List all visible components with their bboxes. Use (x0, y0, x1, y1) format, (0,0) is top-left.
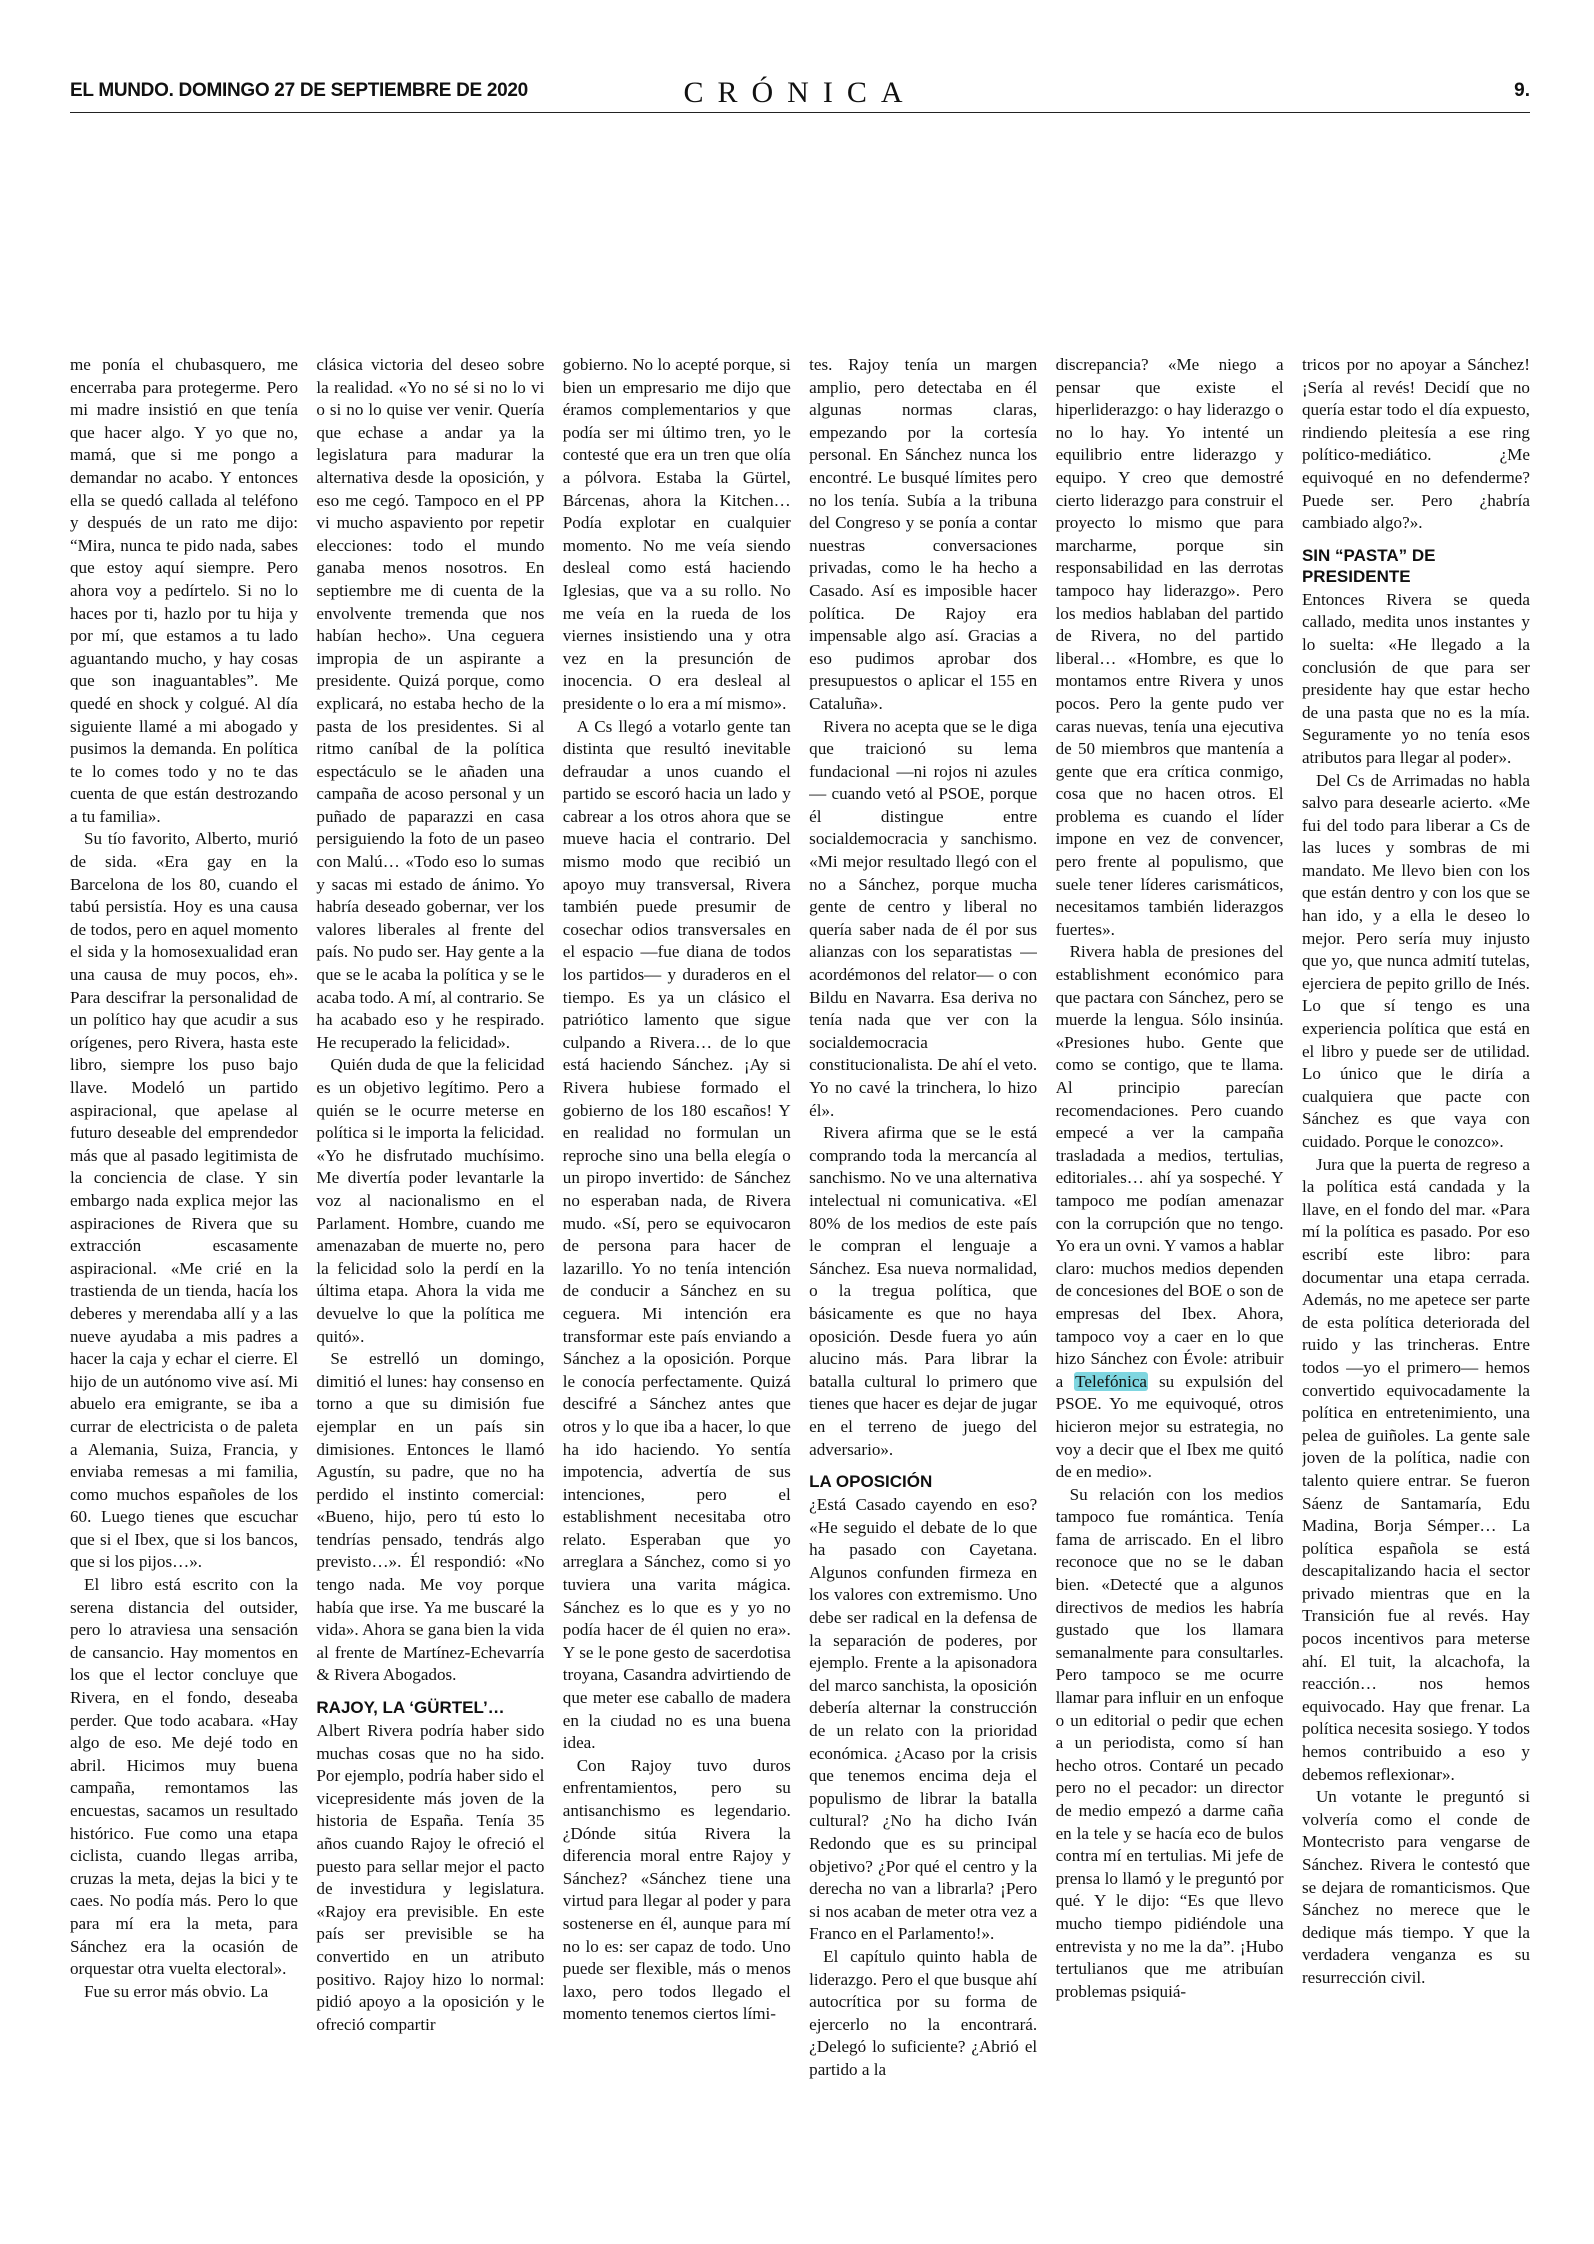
paragraph: Su tío favorito, Alberto, murió de sida. «Era gay en la Barcelona de los 80, cuando el tabú persistía. Hoy es una causa de todos, pero en aquel momento el sida y la homosexualidad eran una causa de muy pocos, eh». Para descifrar la personalidad de un político hay que acudir a sus orígenes, pero Rivera, hasta este libro, siempre los puso bajo llave. Modeló un partido aspiracional, que apelase al futuro deseable del emprendedor más que al pasado legitimista de la conciencia de clase. Y sin embargo nada explica mejor las aspiraciones de Rivera que su extracción escasamente aspiracional. «Me crié en la trastienda de un tienda, hacía los deberes y merendaba allí y a las nueve ayudaba a mis padres a hacer la caja y echar el cierre. El hijo de un autónomo vive así. Mi abuelo era emigrante, se iba a currar de electricista o de paleta a Alemania, Suiza, Francia, y enviaba remesas a mi familia, como muchos españoles de los 60. Luego tienes que escuchar que si el Ibex, que si los bancos, que si los pijos…». (70, 829, 298, 1572)
paragraph: clásica victoria del deseo sobre la realidad. «Yo no sé si no lo vi o si no lo quise ver venir. Quería que echase a andar ya la legislatura para madurar la alternativa desde la oposición, y eso me cegó. Tampoco en el PP vi mucho aspaviento por repetir elecciones: todo el mundo ganaba menos nosotros. En septiembre me di cuenta de la envolvente tremenda que nos habían hecho». Una ceguera impropia de un aspirante a presidente. Quizá porque, como explicará, no estaba hecho de la pasta de los presidentes. Si al ritmo caníbal de la política espectáculo se le añaden una campaña de acoso personal y un puñado de paparazzi en casa persiguiendo la foto de un paseo con Malú… «Todo eso lo sumas y sacas mi estado de ánimo. Yo habría deseado gobernar, ver los valores liberales al frente del país. No pudo ser. Hay gente a la que se le acaba la política y se le acaba todo. A mí, al contrario. Se ha acabado eso y he respirado. He recuperado la felicidad». (316, 355, 545, 1052)
paragraph: discrepancia? «Me niego a pensar que existe el hiperliderazgo: o hay liderazgo o no lo hay. Yo intenté un equilibrio entre liderazgo y equipo. Y creo que demostré cierto liderazgo para construir el proyecto lo mismo que para marcharme, porque sin responsabilidad en las derrotas tampoco hay liderazgo». Pero los medios hablaban del partido de Rivera, no del partido liberal… «Hombre, es que lo montamos entre Rivera y unos pocos. Pero la gente pudo ver caras nuevas, tenía una ejecutiva de 50 miembros que mantenía a gente que era crítica conmigo, cosa que no hacen otros. El problema es cuando el líder impone en vez de convencer, pero frente al populismo, que suele tener líderes carismáticos, necesitamos también liderazgos fuertes». (1055, 355, 1284, 939)
section-title: CRÓNICA (683, 76, 917, 109)
paragraph: Rivera no acepta que se le diga que traicionó su lema fundacional —ni rojos ni azules— cuando vetó al PSOE, porque él distingue entre socialdemocracia y sanchismo. «Mi mejor resultado llegó con el no a Sánchez, porque mucha gente de centro y liberal no quería saber nada de él por sus alianzas con los separatistas —acordémonos del relator— o con Bildu en Navarra. Esa deriva no tenía nada que ver con la socialdemocracia constitucionalista. De ahí el veto. Yo no cavé la trinchera, lo hizo él». (809, 716, 1038, 1120)
paragraph: Entonces Rivera se queda callado, medita unos instantes y lo suelta: «He llegado a la conclusión de que para ser presidente hay que estar hecho de una pasta que no es la mía. Seguramente yo no tenía esos atributos para llegar al poder». (1301, 589, 1530, 767)
paragraph: Fue su error más obvio. La (84, 1981, 269, 2001)
column-6 (1302, 354, 1530, 2154)
article-body (70, 354, 1530, 2154)
subheading: SIN “PASTA” DE PRESIDENTE (1301, 545, 1436, 586)
subheading: RAJOY, LA ‘GÜRTEL’… (316, 1698, 505, 1718)
page-header (70, 76, 1530, 113)
paragraph: Jura que la puerta de regreso a la política está candada y la llave, en el fondo del mar. «Para mí la política es pasado. Por eso escribí este libro: para documentar una etapa cerrada. Además, no me apetece ser parte de esta política deteriorada del ruido y las trincheras. Entre todos —yo el primero— hemos convertido equivocadamente la política en entretenimiento, una pelea de guiñoles. La gente sale joven de la política, nadie con talento quiere entrar. Se fueron Sáenz de Santamaría, Edu Madina, Borja Sémper… La política española se está descapitalizando hacia el sector privado mientras que en la Transición fue al revés. Hay pocos incentivos para meterse ahí. El tuit, la alcachofa, la reacción… nos hemos equivocado. Hay que frenar. La política necesita sosiego. Y todos hemos contribuido a eso y debemos reflexionar». (1301, 1154, 1530, 1784)
paragraph: Del Cs de Arrimadas no habla salvo para desearle acierto. «Me fui del todo para liberar a Cs de las luces y sombras de mi mandato. Me llevo bien con los que están dentro y con los que se han ido, y a ella le deseo lo mejor. Pero sería muy injusto que yo, que nunca admití tutelas, ejerciera de pepito grillo de Inés. Lo que sí tengo es una experiencia política que está en el libro y puede ser de utilidad. Lo único que le diría a cualquiera que pacte con Sánchez es que vaya con cuidado. Porque le conozco». (1301, 770, 1530, 1151)
paragraph: tricos por no apoyar a Sánchez! ¡Sería al revés! Decidí que no quería estar todo el día expuesto, rindiendo pleitesía a ese ring político-mediático. ¿Me equivoqué en no defenderme? Puede ser. Pero ¿habría cambiado algo?». (1301, 355, 1530, 533)
column-4 (809, 354, 1037, 2154)
paragraph: Con Rajoy tuvo duros enfrentamientos, pero su antisanchismo es legendario. ¿Dónde sitúa Rivera la diferencia moral entre Rajoy y Sánchez? «Sánchez tiene una virtud para llegar al poder y para sostenerse en él, aunque para mí no lo es: ser capaz de todo. Uno puede ser flexible, más o menos laxo, pero todos llegado el momento tenemos ciertos lími- (562, 1755, 791, 2024)
subheading: LA OPOSICIÓN (809, 1472, 933, 1492)
paragraph: Su relación con los medios tampoco fue romántica. Tenía fama de arriscado. En el libro reconoce que no se le daban bien. «Detecté que a algunos directivos de medios les habría gustado que los llamara semanalmente para consultarles. Pero tampoco se me ocurre llamar para influir en un enfoque o un editorial o pedir que echen a un periodista, como sí han hecho otros. Contaré un pecado pero no el pecador: un director de medio empezó a darme caña en la tele y se hacía eco de bulos contra mí en tertulias. Mi jefe de prensa lo llamó y le preguntó por qué. Y le dijo: “Es que llevo mucho tiempo pidiéndole una entrevista y no me la da”. ¡Hubo tertulianos que me atribuían problemas psiquiá- (1055, 1484, 1284, 2001)
column-1 (70, 354, 298, 2154)
paragraph: A Cs llegó a votarlo gente tan distinta que resultó inevitable defraudar a unos cuando el partido se escoró hacia un lado y cabrear a los otros ahora que se mueve hacia el contrario. Del mismo modo que recibió un apoyo muy transversal, Rivera también puede presumir de cosechar odios transversales en el espacio —fue diana de todos los partidos— y duraderos en el tiempo. Es ya un clásico el patriótico lamento que sigue culpando a Rivera… de lo que está haciendo Sánchez. ¡Ay si Rivera hubiese formado el gobierno de los 180 escaños! Y en realidad no formulan un reproche sino una bella elegía o un piropo invertido: de Sánchez no esperaban nada, de Rivera mudo. «Sí, pero se equivocaron de persona para hacer de lazarillo. Yo no tenía intención de conducir a Sánchez en su ceguera. Mi intención era transformar este país enviando a Sánchez a la oposición. Porque le conocía perfectamente. Quizá descifré a Sánchez antes que otros y lo que iba a hacer, lo que ha ido haciendo. Yo sentía impotencia, advertía de sus intenciones, pero el establishment necesitaba otro relato. Esperaban que yo arreglara a Sánchez, como si yo tuviera una varita mágica. Sánchez es lo que es y yo no podía hacer de él quien no era». Y se le pone gesto de sacerdotisa troyana, Casandra advirtiendo de que meter ese caballo de madera en la ciudad no es una buena idea. (562, 716, 791, 1753)
paragraph: Se estrelló un domingo, dimitió el lunes: hay consenso en torno a que su dimisión fue ejemplar en un país sin dimisiones. Entonces le llamó Agustín, su padre, que no ha perdido el instinto comercial: «Bueno, hijo, pero tú esto lo tendrías pensado, tendrás algo previsto…». Él respondió: «No tengo nada. Me voy porque había que irse. Ya me buscaré la vida». Ahora se gana bien la vida al frente de Martínez-Echevarría & Rivera Abogados. (316, 1349, 545, 1685)
paragraph: Rivera afirma que se le está comprando toda la mercancía al sanchismo. No ve una alternativa intelectual ni comunicativa. «El 80% de los medios de este país le compran el lenguaje a Sánchez. Esa nueva normalidad, o la tregua política, que básicamente es que no haya oposición. Desde fuera yo aún alucino más. Para librar la batalla cultural lo primero que tienes que hacer es dejar de jugar en el terreno de juego del adversario». (809, 1123, 1038, 1459)
paragraph: Un votante le preguntó si volvería como el conde de Montecristo para vengarse de Sánchez. Rivera le contestó que se dejara de romanticismos. Que Sánchez no merece que le dedique más tiempo. Y que la verdadera venganza es su resurrección civil. (1301, 1787, 1530, 1987)
column-5 (1056, 354, 1284, 2154)
paragraph: Albert Rivera podría haber sido muchas cosas que no ha sido. Por ejemplo, podría haber sido el vicepresidente más joven de la historia de España. Tenía 35 años cuando Rajoy le ofreció el puesto para sellar mejor el pacto de investidura y legislatura. «Rajoy era previsible. En este país ser previsible se ha convertido en un atributo positivo. Rajoy hizo lo normal: pidió apoyo a la oposición y le ofreció compartir (316, 1721, 545, 2034)
paragraph: ¿Está Casado cayendo en eso? «He seguido el debate de lo que ha pasado con Cayetana. Algunos confunden firmeza en los valores con extremismo. Uno debe ser radical en la defensa de la separación de poderes, por ejemplo. Frente a la apisonadora del marco sanchista, la oposición debería alternar la construcción de un relato con la prioridad económica. ¿Acaso por la crisis que tenemos encima deja el populismo de librar la batalla cultural? ¿No ha dicho Iván Redondo que es su principal objetivo? ¿Por qué el centro y la derecha no van a librarla? ¡Pero si nos acaban de meter otra vez a Franco en el Parlamento!». (809, 1495, 1038, 1944)
page-number: 9. (1514, 80, 1530, 101)
highlighted-word[interactable]: Telefónica (1075, 1371, 1148, 1391)
publication-date: EL MUNDO. DOMINGO 27 DE SEPTIEMBRE DE 2020 (70, 80, 528, 101)
column-3 (563, 354, 791, 2154)
paragraph: gobierno. No lo acepté porque, si bien un empresario me dijo que éramos complementarios y que podía ser mi último tren, yo le contesté que era un tren que olía a pólvora. Estaba la Gürtel, Bárcenas, ahora la Kitchen… Podía explotar en cualquier momento. No me veía siendo desleal como está haciendo Iglesias, que va a su rollo. No me veía en la rueda de los viernes insistiendo una y otra vez en la presunción de inocencia. O era desleal al presidente o lo era a mí mismo». (562, 355, 791, 713)
paragraph: El capítulo quinto habla de liderazgo. Pero el que busque ahí autocrítica por su forma de ejercerlo no la encontrará. ¿Delegó lo suficiente? ¿Abrió el partido a la (809, 1946, 1038, 2079)
paragraph: Quién duda de que la felicidad es un objetivo legítimo. Pero a quién se le ocurre meterse en política si le importa la felicidad. «Yo he disfrutado muchísimo. Me divertía poder levantarle la voz al nacionalismo en el Parlament. Hombre, cuando me amenazaban de muerte no, pero la felicidad solo la perdí en la última etapa. Ahora la vida me devuelve lo que la política me quitó». (316, 1055, 545, 1346)
paragraph: me ponía el chubasquero, me encerraba para protegerme. Pero mi madre insistió en que tenía que hacer algo. Y yo que no, mamá, que si me pongo a demandar no acabo. Y entonces ella se quedó callada al teléfono y después de un rato me dijo: “Mira, nunca te pido nada, sabes que estoy aquí siempre. Pero ahora voy a pedírtelo. Si no lo haces por ti, hazlo por tu hija y por mí, que estamos a tu lado aguantando mucho, y hay cosas que son inaguantables”. Me quedé en shock y colgué. Al día siguiente llamé a mi abogado y pusimos la demanda. En política te lo comes todo y no te das cuenta de que están destrozando a tu familia». (70, 355, 298, 826)
paragraph (1056, 941, 1284, 1483)
paragraph-text: su expulsión del PSOE. Yo me equivoqué, otros hicieron mejor su estrategia, no voy a decir que el Ibex me quitó de en medio». (1055, 1371, 1284, 1482)
paragraph: El libro está escrito con la serena distancia del outsider, pero lo atraviesa una sensación de cansancio. Hay momentos en los que el lector concluye que Rivera, en el fondo, deseaba perder. Que todo acabara. «Hay algo de eso. Me dejé todo en abril. Hicimos muy buena campaña, remontamos las encuestas, sacamos un resultado histórico. Fue como una etapa ciclista, cuando llegas arriba, cruzas la meta, dejas la bici y te caes. No podía más. Pero lo que para mí era la meta, para Sánchez era la ocasión de orquestar otra vuelta electoral». (70, 1575, 298, 1979)
paragraph: tes. Rajoy tenía un margen amplio, pero detectaba en él algunas normas claras, empezando por la cortesía personal. En Sánchez nunca los encontré. Le busqué límites pero no los tenía. Subía a la tribuna del Congreso y se ponía a contar nuestras conversaciones privadas, como le ha hecho a Casado. Así es imposible hacer política. De Rajoy era impensable algo así. Gracias a eso pudimos aprobar dos presupuestos o aplicar el 155 en Cataluña». (809, 355, 1038, 713)
paragraph-text: Rivera habla de presiones del establishment económico para que pactara con Sánchez, pero se muerde la lengua. Sólo insinúa. «Presiones hubo. Gente que como se contigo, que te llama. Al principio parecían recomendaciones. Pero cuando empecé a ver la campaña trasladada a medios, tertulias, editoriales… ahí ya sospeché. Y tampoco me podían amenazar con la corrupción que no tengo. Yo era un ovni. Y vamos a hablar claro: muchos medios dependen de concesiones del BOE o son de empresas del Ibex. Ahora, tampoco voy a caer en lo que hizo Sánchez con Évole: atribuir a (1055, 942, 1284, 1391)
column-2 (316, 354, 544, 2154)
